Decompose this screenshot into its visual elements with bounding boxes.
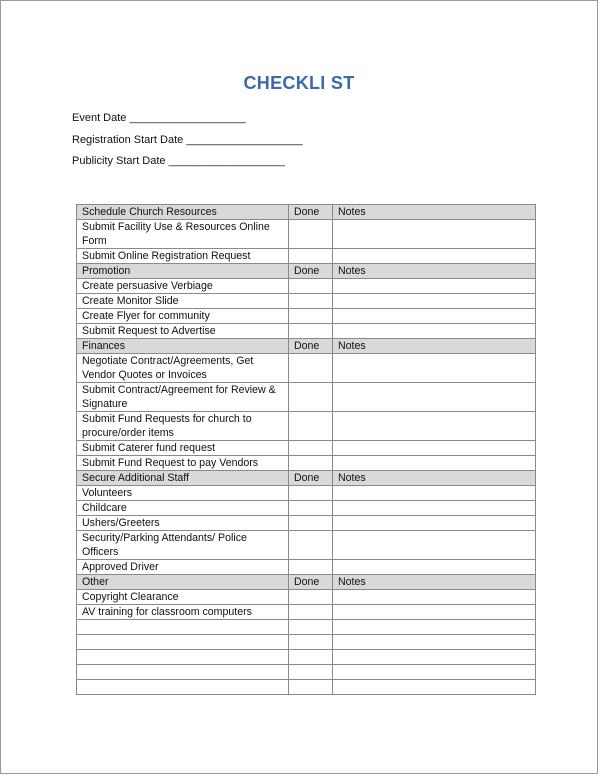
notes-cell[interactable] (333, 383, 536, 412)
task-cell: Volunteers (77, 486, 289, 501)
done-column-header: Done (289, 264, 333, 279)
done-cell[interactable] (289, 680, 333, 695)
task-cell: AV training for classroom computers (77, 605, 289, 620)
task-cell: Create persuasive Verbiage (77, 279, 289, 294)
done-cell[interactable] (289, 605, 333, 620)
task-cell: Negotiate Contract/Agreements, Get Vendor Quotes or Invoices (77, 354, 289, 383)
done-cell[interactable] (289, 279, 333, 294)
done-cell[interactable] (289, 383, 333, 412)
checklist-row (77, 456, 536, 471)
notes-column-header: Notes (333, 471, 536, 486)
notes-cell[interactable] (333, 650, 536, 665)
done-cell[interactable] (289, 354, 333, 383)
notes-cell[interactable] (333, 501, 536, 516)
task-cell (77, 665, 289, 680)
notes-cell[interactable] (333, 309, 536, 324)
checklist-row (77, 590, 536, 605)
done-cell[interactable] (289, 412, 333, 441)
checklist-row (77, 531, 536, 560)
notes-column-header: Notes (333, 205, 536, 220)
notes-cell[interactable] (333, 249, 536, 264)
task-cell: Submit Fund Request to pay Vendors (77, 456, 289, 471)
done-cell[interactable] (289, 294, 333, 309)
checklist-row (77, 560, 536, 575)
notes-cell[interactable] (333, 486, 536, 501)
task-cell (77, 635, 289, 650)
done-cell[interactable] (289, 220, 333, 249)
task-cell: Submit Online Registration Request (77, 249, 289, 264)
page-title: CHECKLI ST (243, 73, 355, 93)
section-title: Secure Additional Staff (77, 471, 289, 486)
section-title: Other (77, 575, 289, 590)
checklist-row (77, 324, 536, 339)
done-cell[interactable] (289, 650, 333, 665)
task-cell: Submit Facility Use & Resources Online Form (77, 220, 289, 249)
task-cell: Create Monitor Slide (77, 294, 289, 309)
done-cell[interactable] (289, 456, 333, 471)
notes-cell[interactable] (333, 220, 536, 249)
checklist-row (77, 220, 536, 249)
checklist-row (77, 249, 536, 264)
checklist-row (77, 294, 536, 309)
done-cell[interactable] (289, 531, 333, 560)
checklist-row (77, 650, 536, 665)
registration-start-date-field: Registration Start Date ___________________ (72, 134, 303, 146)
checklist-row (77, 486, 536, 501)
task-cell: Submit Fund Requests for church to procure/order items (77, 412, 289, 441)
done-cell[interactable] (289, 560, 333, 575)
notes-cell[interactable] (333, 441, 536, 456)
task-cell: Childcare (77, 501, 289, 516)
notes-cell[interactable] (333, 516, 536, 531)
checklist-row (77, 605, 536, 620)
notes-cell[interactable] (333, 324, 536, 339)
checklist-row (77, 309, 536, 324)
task-cell: Security/Parking Attendants/ Police Officers (77, 531, 289, 560)
task-cell (77, 650, 289, 665)
checklist-row (77, 680, 536, 695)
section-header-row (77, 205, 536, 220)
section-title: Promotion (77, 264, 289, 279)
checklist-row (77, 412, 536, 441)
done-cell[interactable] (289, 590, 333, 605)
task-cell: Submit Contract/Agreement for Review & Signature (77, 383, 289, 412)
section-header-row (77, 575, 536, 590)
done-column-header: Done (289, 205, 333, 220)
notes-cell[interactable] (333, 665, 536, 680)
done-column-header: Done (289, 471, 333, 486)
notes-cell[interactable] (333, 279, 536, 294)
done-cell[interactable] (289, 486, 333, 501)
done-cell[interactable] (289, 324, 333, 339)
done-cell[interactable] (289, 249, 333, 264)
notes-cell[interactable] (333, 590, 536, 605)
checklist-row (77, 620, 536, 635)
checklist-row (77, 279, 536, 294)
done-cell[interactable] (289, 620, 333, 635)
checklist-row (77, 354, 536, 383)
task-cell: Submit Caterer fund request (77, 441, 289, 456)
checklist-row (77, 501, 536, 516)
section-header-row (77, 471, 536, 486)
section-header-row (77, 264, 536, 279)
notes-column-header: Notes (333, 575, 536, 590)
checklist-row (77, 635, 536, 650)
notes-cell[interactable] (333, 605, 536, 620)
task-cell (77, 680, 289, 695)
done-column-header: Done (289, 339, 333, 354)
section-title: Schedule Church Resources (77, 205, 289, 220)
notes-cell[interactable] (333, 354, 536, 383)
notes-cell[interactable] (333, 635, 536, 650)
checklist-row (77, 665, 536, 680)
done-cell[interactable] (289, 441, 333, 456)
checklist-table (76, 204, 536, 695)
done-cell[interactable] (289, 665, 333, 680)
notes-cell[interactable] (333, 680, 536, 695)
section-header-row (77, 339, 536, 354)
checklist-row (77, 383, 536, 412)
publicity-start-date-field: Publicity Start Date ___________________ (72, 155, 285, 167)
task-cell: Submit Request to Advertise (77, 324, 289, 339)
done-cell[interactable] (289, 501, 333, 516)
task-cell: Ushers/Greeters (77, 516, 289, 531)
checklist-row (77, 516, 536, 531)
task-cell: Create Flyer for community (77, 309, 289, 324)
done-column-header: Done (289, 575, 333, 590)
done-cell[interactable] (289, 635, 333, 650)
checklist-row (77, 441, 536, 456)
notes-cell[interactable] (333, 294, 536, 309)
notes-column-header: Notes (333, 339, 536, 354)
event-date-field: Event Date ___________________ (72, 112, 246, 124)
section-title: Finances (77, 339, 289, 354)
notes-cell[interactable] (333, 456, 536, 471)
done-cell[interactable] (289, 309, 333, 324)
notes-cell[interactable] (333, 620, 536, 635)
done-cell[interactable] (289, 516, 333, 531)
notes-column-header: Notes (333, 264, 536, 279)
notes-cell[interactable] (333, 560, 536, 575)
notes-cell[interactable] (333, 412, 536, 441)
notes-cell[interactable] (333, 531, 536, 560)
task-cell: Copyright Clearance (77, 590, 289, 605)
task-cell: Approved Driver (77, 560, 289, 575)
task-cell (77, 620, 289, 635)
